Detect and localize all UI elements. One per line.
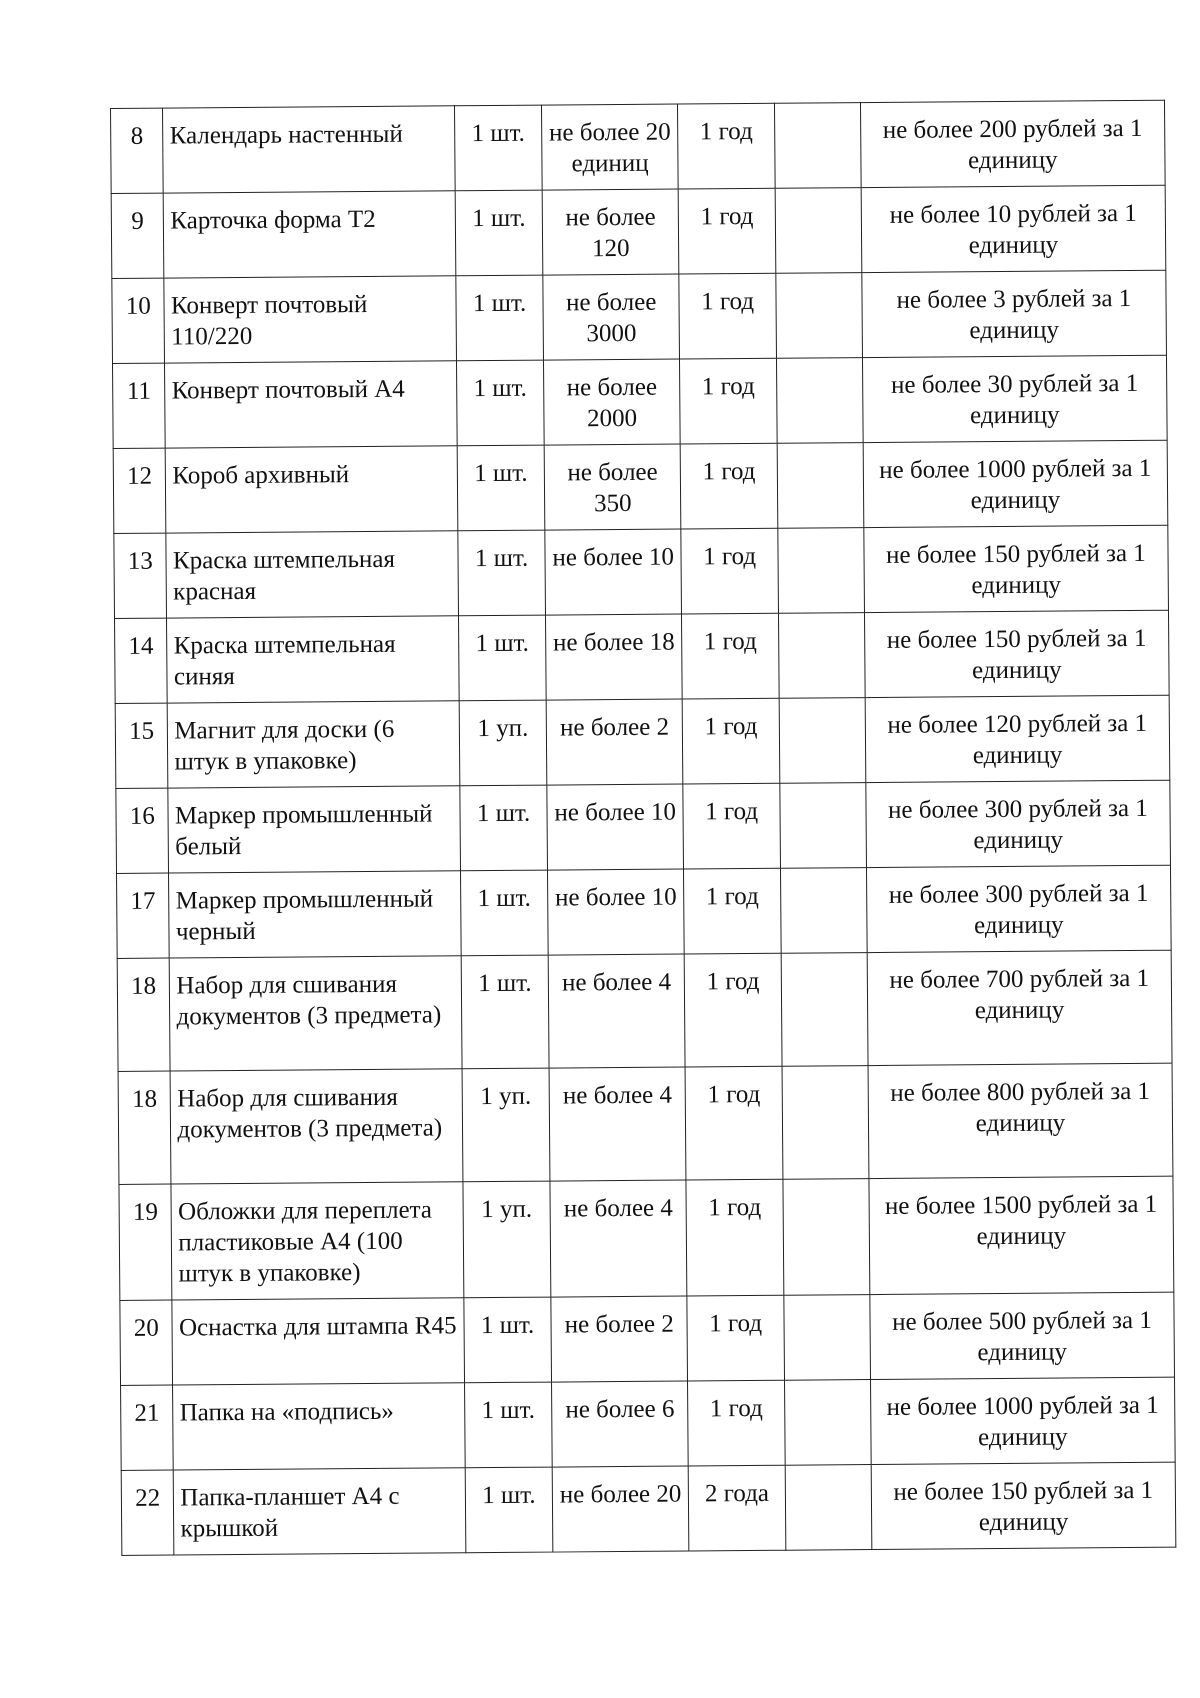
row-number: 22 [121, 1470, 174, 1555]
empty-cell [783, 1179, 870, 1296]
item-quantity: не более 10 [548, 869, 685, 955]
item-quantity: не более 2 [551, 1296, 688, 1382]
row-number: 13 [114, 533, 167, 618]
item-price: не более 800 рублей за 1 единицу [868, 1063, 1173, 1178]
item-unit: 1 шт. [457, 445, 545, 531]
item-price: не более 1000 рублей за 1 единицу [863, 440, 1168, 527]
item-quantity: не более 120 [542, 189, 679, 275]
empty-cell [782, 1066, 869, 1180]
item-period: 1 год [679, 273, 776, 359]
empty-cell [779, 698, 866, 784]
empty-cell [775, 188, 862, 274]
item-name: Оснастка для штампа R45 [172, 1298, 464, 1385]
row-number: 12 [113, 448, 166, 533]
item-price: не более 10 рублей за 1 единицу [861, 185, 1166, 272]
item-unit: 1 уп. [463, 1181, 551, 1298]
table-row [113, 440, 1168, 533]
item-period: 1 год [681, 443, 778, 529]
item-quantity: не более 350 [544, 444, 681, 530]
item-quantity: не более 20 [552, 1466, 689, 1552]
item-price: не более 30 рублей за 1 единицу [862, 355, 1167, 442]
row-number: 19 [119, 1184, 172, 1300]
item-price: не более 3 рублей за 1 единицу [862, 270, 1167, 357]
item-price: не более 1500 рублей за 1 единицу [869, 1176, 1174, 1294]
empty-cell [785, 1465, 872, 1551]
item-price: не более 200 рублей за 1 единицу [860, 100, 1165, 187]
item-period: 1 год [683, 783, 780, 869]
item-name: Короб архивный [166, 446, 458, 533]
item-quantity: не более 6 [552, 1381, 689, 1467]
item-quantity: не более 2000 [544, 359, 681, 445]
item-unit: 1 уп. [459, 700, 547, 786]
empty-cell [780, 783, 867, 869]
table-row [115, 695, 1170, 788]
item-price: не более 150 рублей за 1 единицу [864, 525, 1169, 612]
item-period: 1 год [685, 953, 782, 1067]
item-name: Папка-планшет А4 с крышкой [174, 1468, 466, 1555]
empty-cell [774, 103, 861, 189]
empty-cell [784, 1380, 871, 1466]
item-price: не более 120 рублей за 1 единицу [865, 695, 1170, 782]
item-name: Маркер промышленный белый [168, 786, 460, 873]
empty-cell [780, 868, 867, 954]
empty-cell [781, 953, 868, 1067]
item-quantity: не более 4 [549, 1067, 686, 1181]
table-row [117, 950, 1172, 1071]
item-period: 1 год [685, 1066, 782, 1180]
item-unit: 1 шт. [465, 1467, 553, 1553]
item-unit: 1 шт. [456, 275, 544, 361]
item-quantity: не более 18 [546, 614, 683, 700]
item-quantity: не более 3000 [543, 274, 680, 360]
item-unit: 1 шт. [456, 360, 544, 446]
item-period: 1 год [681, 528, 778, 614]
empty-cell [776, 273, 863, 359]
item-period: 1 год [683, 698, 780, 784]
item-unit: 1 шт. [458, 530, 546, 616]
item-name: Маркер промышленный черный [169, 871, 461, 958]
item-period: 1 год [688, 1380, 785, 1466]
table-row [117, 865, 1172, 958]
item-quantity: не более 4 [548, 954, 685, 1068]
item-period: 1 год [684, 868, 781, 954]
item-name: Краска штемпельная синяя [167, 616, 459, 703]
table-row [121, 1377, 1176, 1470]
item-name: Набор для сшивания документов (3 предмета) [171, 1069, 463, 1184]
item-period: 1 год [686, 1179, 783, 1296]
row-number: 20 [120, 1300, 173, 1385]
item-period: 1 год [678, 188, 775, 274]
item-name: Конверт почтовый А4 [165, 361, 457, 448]
item-unit: 1 шт. [458, 615, 546, 701]
row-number: 10 [112, 278, 165, 363]
item-unit: 1 уп. [462, 1068, 550, 1182]
empty-cell [778, 613, 865, 699]
item-unit: 1 шт. [465, 1382, 553, 1468]
table-row [111, 185, 1166, 278]
item-name: Карточка форма Т2 [164, 191, 456, 278]
item-price: не более 150 рублей за 1 единицу [864, 610, 1169, 697]
table-row [121, 1462, 1176, 1555]
item-period: 1 год [680, 358, 777, 444]
table-row [115, 610, 1170, 703]
table-row [114, 525, 1169, 618]
table-row [113, 355, 1168, 448]
table-row [120, 1292, 1175, 1385]
item-unit: 1 шт. [461, 955, 549, 1069]
item-price: не более 1000 рублей за 1 единицу [870, 1377, 1175, 1464]
table-row [116, 780, 1171, 873]
row-number: 14 [115, 618, 168, 703]
table-row [112, 270, 1167, 363]
item-name: Папка на «подпись» [173, 1383, 465, 1470]
item-period: 1 год [687, 1295, 784, 1381]
item-name: Календарь настенный [163, 106, 455, 193]
row-number: 18 [118, 1071, 171, 1184]
supplies-table [110, 100, 1176, 1556]
row-number: 11 [113, 363, 166, 448]
item-name: Магнит для доски (6 штук в упаковке) [168, 701, 460, 788]
item-period: 1 год [682, 613, 779, 699]
table-row [119, 1176, 1174, 1300]
item-unit: 1 шт. [460, 785, 548, 871]
item-quantity: не более 20 единиц [542, 104, 679, 190]
item-name: Конверт почтовый 110/220 [164, 276, 456, 363]
item-name: Обложки для переплета пластиковые А4 (100 штук в упаковке) [171, 1182, 463, 1300]
row-number: 9 [111, 193, 164, 278]
table-row [111, 100, 1166, 193]
row-number: 18 [117, 958, 170, 1071]
empty-cell [776, 358, 863, 444]
item-name: Набор для сшивания документов (3 предмета) [170, 956, 462, 1071]
item-price: не более 300 рублей за 1 единицу [866, 780, 1171, 867]
row-number: 16 [116, 788, 169, 873]
row-number: 21 [121, 1385, 174, 1470]
item-quantity: не более 10 [547, 784, 684, 870]
item-unit: 1 шт. [464, 1297, 552, 1383]
empty-cell [784, 1295, 871, 1381]
item-quantity: не более 10 [545, 529, 682, 615]
item-name: Краска штемпельная красная [166, 531, 458, 618]
item-quantity: не более 2 [546, 699, 683, 785]
item-price: не более 700 рублей за 1 единицу [867, 950, 1172, 1065]
row-number: 15 [115, 703, 168, 788]
item-price: не более 300 рублей за 1 единицу [866, 865, 1171, 952]
empty-cell [777, 443, 864, 529]
item-period: 2 года [689, 1465, 786, 1551]
item-price: не более 150 рублей за 1 единицу [871, 1462, 1176, 1549]
item-price: не более 500 рублей за 1 единицу [870, 1292, 1175, 1379]
empty-cell [778, 528, 865, 614]
row-number: 8 [111, 108, 164, 193]
item-unit: 1 шт. [455, 190, 543, 276]
item-unit: 1 шт. [460, 870, 548, 956]
table-body [111, 100, 1176, 1555]
item-unit: 1 шт. [454, 105, 542, 191]
item-quantity: не более 4 [550, 1180, 687, 1297]
table-row [118, 1063, 1173, 1184]
item-period: 1 год [678, 103, 775, 189]
row-number: 17 [117, 873, 170, 958]
